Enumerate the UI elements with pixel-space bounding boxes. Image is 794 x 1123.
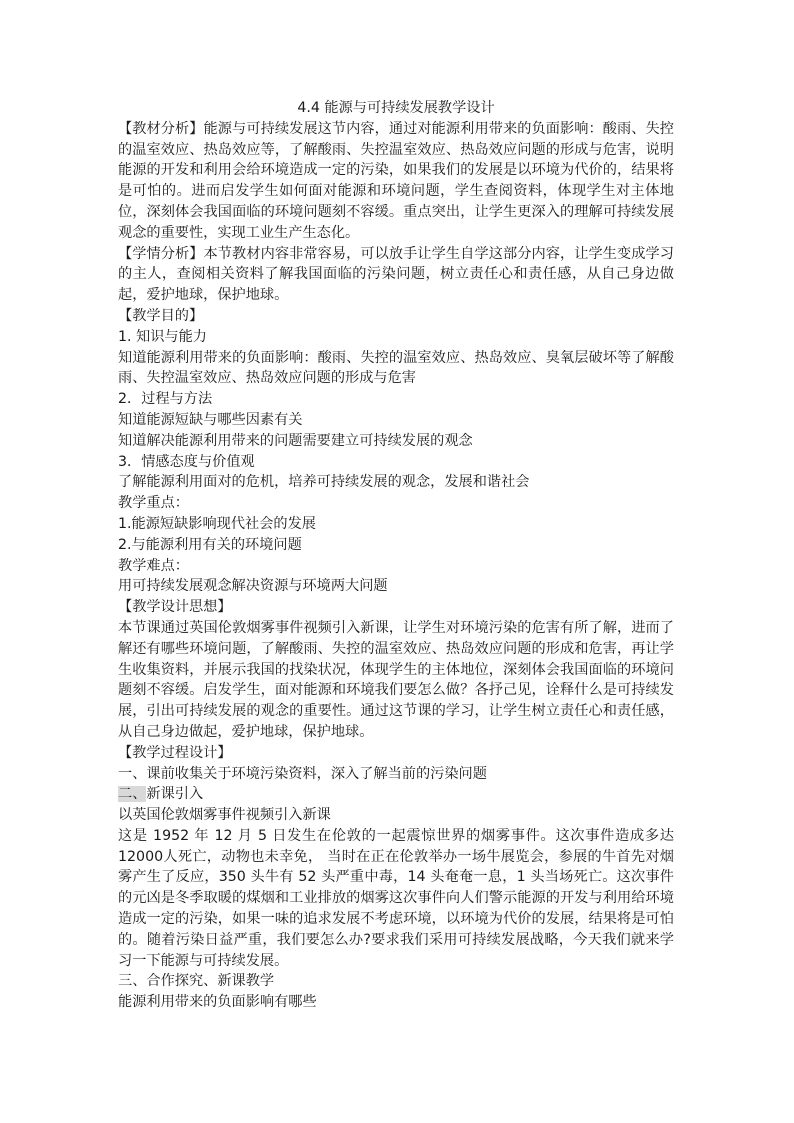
objective-1-line: 知道能源利用带来的负面影响：酸雨、失控的温室效应、热岛效应、臭氧层破坏等了解酸雨、失控温室效应、热岛效应问题的形成与危害 (118, 349, 674, 387)
process-heading: 【教学过程设计】 (118, 744, 232, 761)
intro-line: 以英国伦敦烟雾事件视频引入新课 (118, 807, 331, 824)
objective-1-label: 1. 知识与能力 (118, 328, 207, 345)
process-step-3-line: 能源利用带来的负面影响有哪些 (118, 994, 317, 1011)
objective-2-label: 2．过程与方法 (118, 391, 213, 408)
key-point-item: 1.能源短缺影响现代社会的发展 (118, 515, 316, 532)
key-points-heading: 教学重点： (118, 495, 189, 512)
objective-3-label: 3．情感态度与价值观 (118, 453, 255, 470)
step-2-number-highlight: 二、 (118, 786, 147, 803)
objective-3-line: 了解能源利用面对的危机，培养可持续发展的观念，发展和谐社会 (118, 474, 530, 491)
process-step-3: 三、合作探究、新课教学 (118, 973, 275, 990)
step-2-text: 新课引入 (146, 786, 204, 803)
key-point-item: 2.与能源利用有关的环境问题 (118, 536, 302, 553)
design-idea-text: 本节课通过英国伦敦烟雾事件视频引入新课，让学生对环境污染的危害有所了解，进而了解还有哪些环境问题，了解酸雨、失控的温室效应、热岛效应问题的形成和危害，再让学生收集资料，并展示我国的找染状况，体现学生的主体地位，深刻体会我国面临的环境问题刻不容缓。启发学生，面对能源和环境我们要怎么做？各抒己见，诠释什么是可持续发展，引出可持续发展的观念的重要性。通过这节课的学习，让学生树立责任心和责任感，从自己身边做起，爱护地球，保护地球。 (118, 619, 674, 740)
document-body (118, 98, 674, 1013)
objective-2-line: 知道解决能源利用带来的问题需要建立可持续发展的观念 (118, 432, 473, 449)
student-analysis-paragraph (118, 244, 674, 306)
material-analysis-paragraph (118, 119, 674, 244)
material-analysis-heading: 【教材分析】 (118, 120, 204, 137)
design-idea-heading: 【教学设计思想】 (118, 599, 232, 616)
student-analysis-text: 本节教材内容非常容易，可以放手让学生自学这部分内容，让学生变成学习的主人，查阅相关资料了解我国面临的污染问题，树立责任心和责任感，从自己身边做起，爱护地球，保护地球。 (118, 245, 674, 304)
objectives-heading: 【教学目的】 (118, 307, 204, 324)
difficulties-heading: 教学难点： (118, 557, 189, 574)
page-title: 4.4 能源与可持续发展教学设计 (297, 100, 495, 116)
objective-2-line: 知道能源短缺与哪些因素有关 (118, 411, 303, 428)
material-analysis-text: 能源与可持续发展这节内容，通过对能源利用带来的负面影响：酸雨、失控的温室效应、热岛效应等，了解酸雨、失控温室效应、热岛效应问题的形成与危害，说明能源的开发和利用会给环境造成一定的污染，如果我们的发展是以环境为代价的，结果将是可怕的。进而启发学生如何面对能源和环境问题，学生查阅资料，体现学生对主体地位，深刻体会我国面临的环境问题刻不容缓。重点突出，让学生更深入的理解可持续发展观念的重要性，实现工业生产生态化。 (118, 120, 674, 241)
intro-paragraph: 这是 1952 年 12 月 5 日发生在伦敦的一起震惊世界的烟雾事件。这次事件造成多达 12000人死亡，动物也未幸免， 当时在正在伦敦举办一场牛展览会，参展的牛首先对烟雾产生了反应，350 头牛有 52 头严重中毒，14 头奄奄一息，1 头当场死亡。这次事件的元凶是冬季取暖的煤烟和工业排放的烟雾这次事件向人们警示能源的开发与利用给环境造成一定的污染，如果一味的追求发展不考虑环境，以环境为代价的发展，结果将是可怕的。随着污染日益严重，我们要怎么办?要求我们采用可持续发展战略，今天我们就来学习一下能源与可持续发展。 (118, 827, 674, 969)
process-step-1: 一、课前收集关于环境污染资料，深入了解当前的污染问题 (118, 765, 487, 782)
student-analysis-heading: 【学情分析】 (118, 245, 204, 262)
process-step-2 (118, 784, 674, 805)
difficulties-text: 用可持续发展观念解决资源与环境两大问题 (118, 578, 388, 595)
